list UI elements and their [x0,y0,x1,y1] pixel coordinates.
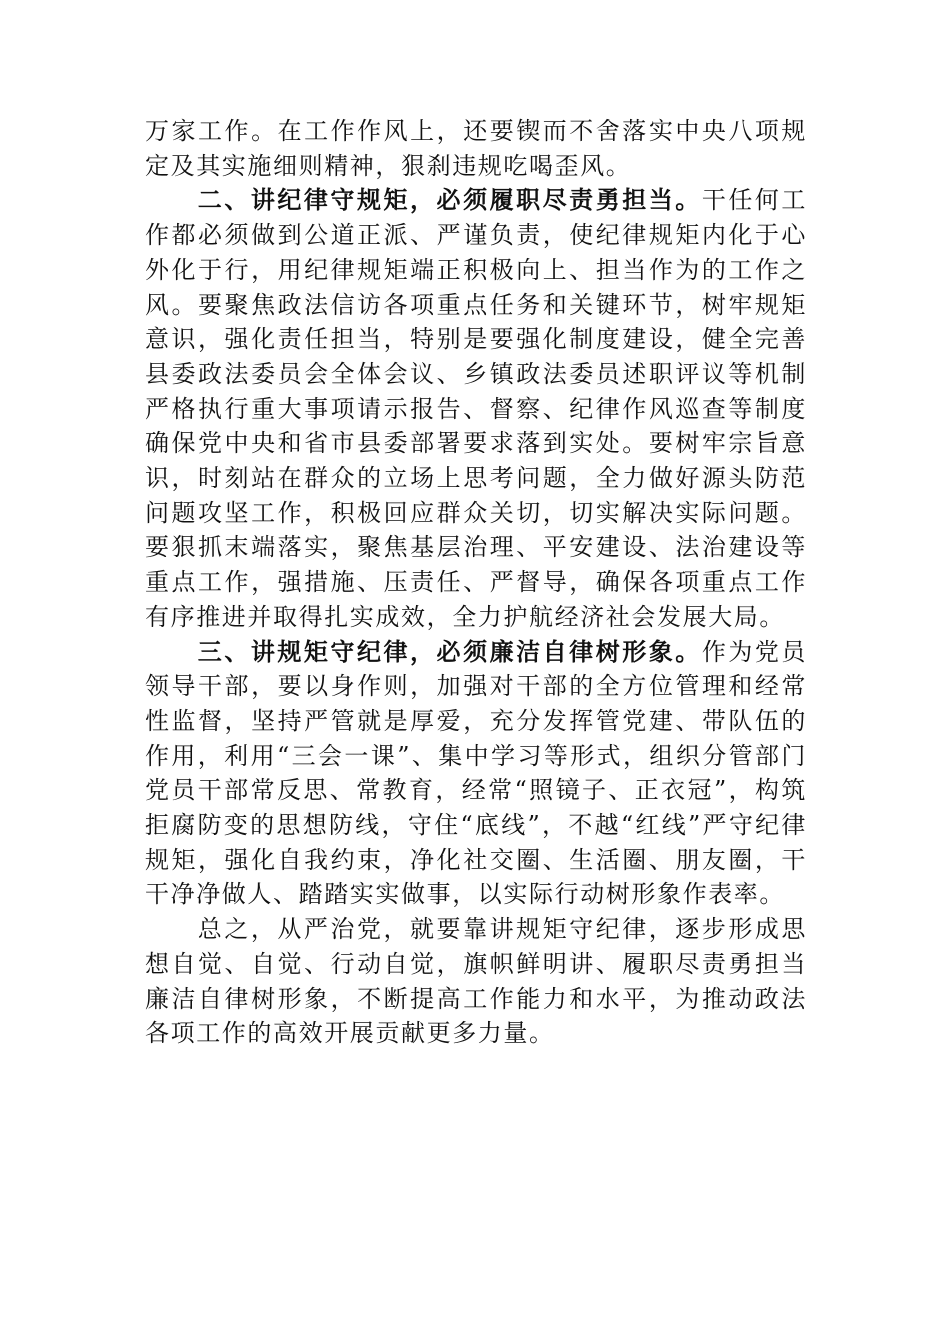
paragraph-text: 作为党员领导干部，要以身作则，加强对干部的全方位管理和经常性监督，坚持严管就是厚爱，充分发挥管党建、带队伍的作用，利用“三会一课”、集中学习等形式，组织分管部门党员干部常反思、常教育，经常“照镜子、正衣冠”，构筑拒腐防变的思想防线，守住“底线”，不越“红线”严守纪律规矩，强化自我约束，净化社交圈、生活圈、朋友圈，干干净净做人、踏踏实实做事，以实际行动树形象作表率。 [145,637,807,909]
section-heading: 三、讲规矩守纪律，必须廉洁自律树形象。 [197,637,702,666]
document-body [145,114,807,1051]
paragraph-section-two [145,183,807,634]
section-heading: 二、讲纪律守规矩，必须履职尽责勇担当。 [197,186,702,215]
paragraph-section-three [145,635,807,913]
paragraph-text: 总之，从严治党，就要靠讲规矩守纪律，逐步形成思想自觉、自觉、行动自觉，旗帜鲜明讲、履职尽责勇担当廉洁自律树形象，不断提高工作能力和水平，为推动政法各项工作的高效开展贡献更多力量。 [145,915,807,1048]
paragraph-text: 干任何工作都必须做到公道正派、严谨负责，使纪律规矩内化于心外化于行，用纪律规矩端正积极向上、担当作为的工作之风。要聚焦政法信访各项重点任务和关键环节，树牢规矩意识，强化责任担当，特别是要强化制度建设，健全完善县委政法委员会全体会议、乡镇政法委员述职评议等机制严格执行重大事项请示报告、督察、纪律作风巡查等制度确保党中央和省市县委部署要求落到实处。要树牢宗旨意识，时刻站在群众的立场上思考问题，全力做好源头防范问题攻坚工作，积极回应群众关切，切实解决实际问题。要狠抓末端落实，聚焦基层治理、平安建设、法治建设等重点工作，强措施、压责任、严督导，确保各项重点工作有序推进并取得扎实成效，全力护航经济社会发展大局。 [145,186,807,631]
paragraph-text: 万家工作。在工作作风上，还要锲而不舍落实中央八项规定及其实施细则精神，狠刹违规吃喝歪风。 [145,117,807,180]
paragraph-continuation [145,114,807,183]
paragraph-conclusion [145,912,807,1051]
